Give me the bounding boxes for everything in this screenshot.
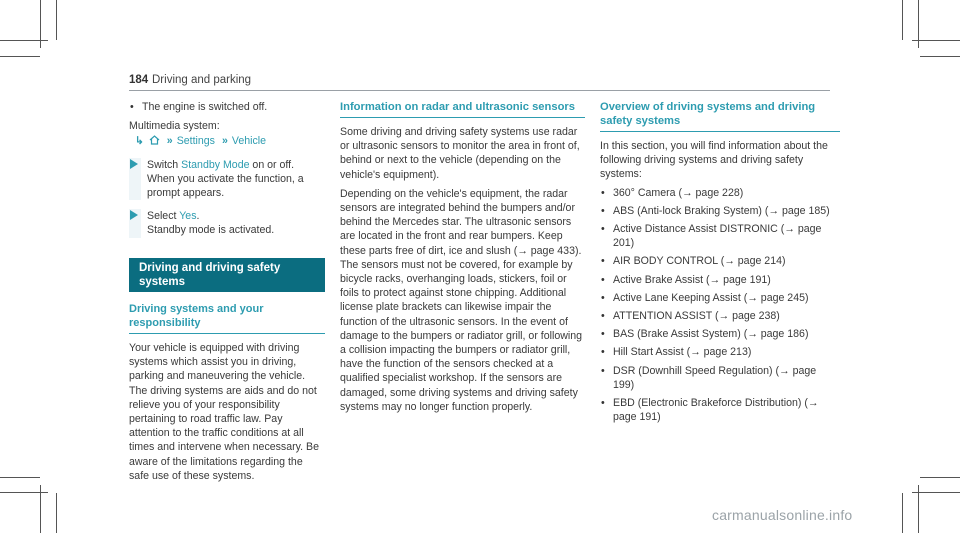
list-item: • BAS (Brake Assist System) (→ page 186) bbox=[600, 327, 840, 341]
sensors-paragraph-1: Some driving and driving safety systems use radar or ultrasonic sensors to monitor the area in front of, behind or next to the vehicle (depending on the vehicle's equipment). bbox=[340, 126, 580, 181]
page-number: 184 bbox=[129, 74, 149, 86]
crop-mark bbox=[902, 0, 903, 40]
responsibility-paragraph: Your vehicle is equipped with driving systems which assist you in driving, parking and maneuvering the vehicle. The driving systems are aids and do not relieve you of your responsibility pertaining to road traffic law. Pay attention to the traffic conditions at all times and intervene when necessary. Be aware of the limitations regarding the safe use of these systems. bbox=[129, 342, 320, 482]
crop-mark bbox=[0, 492, 48, 493]
nav-vehicle-link[interactable]: Vehicle bbox=[231, 135, 267, 148]
crop-mark bbox=[0, 56, 40, 57]
list-item: • DSR (Downhill Speed Regulation) (→ page 199) bbox=[600, 364, 840, 392]
running-header: Driving and parking bbox=[152, 74, 252, 86]
double-chevron-icon: » bbox=[166, 135, 173, 148]
column-right bbox=[600, 100, 840, 424]
step-arrow-icon bbox=[129, 209, 141, 237]
subheading: Driving systems and your responsibility bbox=[129, 302, 325, 334]
list-item: • 360° Camera (→ page 228) bbox=[600, 186, 840, 200]
overview-heading: Overview of driving systems and driving safety systems bbox=[600, 100, 840, 132]
multimedia-label: Multimedia system: bbox=[129, 120, 220, 133]
watermark: carmanualsonline.info bbox=[712, 507, 853, 523]
crop-mark bbox=[56, 493, 57, 533]
step-arrow-icon bbox=[129, 158, 141, 201]
nav-path bbox=[129, 134, 325, 148]
sensors-heading: Information on radar and ultrasonic sensors bbox=[340, 100, 585, 118]
crop-mark bbox=[912, 40, 960, 41]
list-item: • Hill Start Assist (→ page 213) bbox=[600, 345, 840, 359]
nav-settings-link[interactable]: Settings bbox=[176, 135, 215, 148]
home-icon bbox=[149, 135, 160, 145]
step-2 bbox=[129, 209, 325, 237]
yes-option[interactable]: Yes bbox=[179, 210, 197, 223]
crop-mark bbox=[0, 40, 48, 41]
return-arrow-icon: ↳ bbox=[135, 135, 144, 148]
double-chevron-icon: » bbox=[221, 135, 228, 148]
list-item: • Active Distance Assist DISTRONIC (→ page 201) bbox=[600, 222, 840, 250]
sensors-paragraph-2: Depending on the vehicle's equipment, the radar sensors are integrated behind the bumpers and/or behind the Mercedes star. The ultrasonic sensors are located in the front and rear bumpers. Keep these parts free of dirt, ice and slush (→ page 433). The sensors must not be covered, for example by bicycle racks, overhanging loads, stickers, foil or foils to protect against stone chipping. Additional license plate brackets can likewise impair the function of the ultrasonic sensors. In the event of damage to the bumpers or radiator grill, or following a collision impacting the bumpers or radiator grill, have the function of the sensors checked at a qualified specialist workshop. If the sensors are damaged, some driving systems and driving safety systems may no longer function properly. bbox=[340, 187, 583, 413]
crop-mark bbox=[0, 477, 40, 478]
step-2-detail: Standby mode is activated. bbox=[147, 224, 275, 237]
list-item: • ATTENTION ASSIST (→ page 238) bbox=[600, 309, 840, 323]
crop-mark bbox=[920, 56, 960, 57]
crop-mark bbox=[920, 477, 960, 478]
list-item: • The engine is switched off. bbox=[129, 100, 325, 114]
list-item: • EBD (Electronic Brakeforce Distribution) (→ page 191) bbox=[600, 396, 840, 424]
column-middle bbox=[340, 100, 585, 414]
systems-list bbox=[600, 186, 840, 425]
header-rule bbox=[129, 90, 830, 91]
step-1 bbox=[129, 158, 325, 201]
step-2-text: Select Yes. bbox=[147, 210, 200, 223]
crop-mark bbox=[912, 492, 960, 493]
column-left bbox=[129, 100, 325, 483]
step-1-detail: When you activate the function, a prompt appears. bbox=[147, 172, 304, 200]
section-bar: Driving and driving safety systems bbox=[129, 258, 325, 292]
list-item: • Active Brake Assist (→ page 191) bbox=[600, 273, 840, 287]
list-item: • Active Lane Keeping Assist (→ page 245) bbox=[600, 291, 840, 305]
overview-intro: In this section, you will find information about the following driving systems and driving safety systems: bbox=[600, 140, 828, 181]
crop-mark bbox=[902, 493, 903, 533]
standby-mode-option[interactable]: Standby Mode bbox=[181, 158, 250, 171]
list-item: • AIR BODY CONTROL (→ page 214) bbox=[600, 254, 840, 268]
list-item: • ABS (Anti-lock Braking System) (→ page 185) bbox=[600, 204, 840, 218]
crop-mark bbox=[56, 0, 57, 40]
step-1-text: Switch Standby Mode on or off. bbox=[147, 158, 295, 171]
